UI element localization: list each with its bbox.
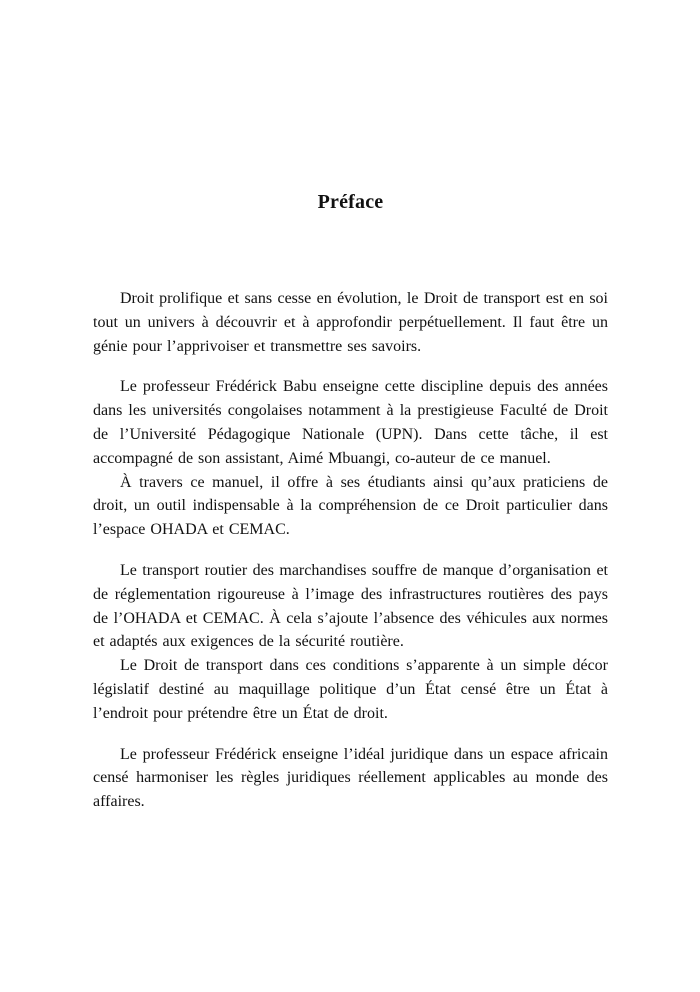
page-title: Préface (317, 191, 384, 213)
paragraph-4: Le transport routier des marchandises souffre de manque d’organisation et de réglementation rigoureuse à l’image des infrastructures routières des pays de l’OHADA et CEMAC. À cela s’ajoute l’absence des véhicules aux normes et adaptés aux exigences de la sécurité routière. (93, 561, 608, 651)
paragraph-6: Le professeur Frédérick enseigne l’idéal juridique dans un espace africain censé harmoniser les règles juridiques réellement applicables au monde des affaires. (93, 745, 608, 811)
paragraph-3: À travers ce manuel, il offre à ses étudiants ainsi qu’aux praticiens de droit, un outil indispensable à la compréhension de ce Droit particulier dans l’espace OHADA et CEMAC. (93, 473, 608, 539)
paragraph-1: Droit prolifique et sans cesse en évolution, le Droit de transport est en soi tout un univers à découvrir et à approfondir perpétuellement. Il faut être un génie pour l’apprivoiser et transmettre ses savoirs. (93, 290, 608, 355)
preface-body (93, 287, 608, 814)
paragraph-2: Le professeur Frédérick Babu enseigne cette discipline depuis des années dans les universités congolaises notamment à la prestigieuse Faculté de Droit de l’Université Pédagogique Nationale (UPN). Dans cette tâche, il est accompagné de son assistant, Aimé Mbuangi, co-auteur de ce manuel. (93, 378, 608, 467)
paragraph-5: Le Droit de transport dans ces conditions s’apparente à un simple décor législatif destiné au maquillage politique d’un État censé être un État à l’endroit pour prétendre être un État de droit. (93, 657, 608, 722)
